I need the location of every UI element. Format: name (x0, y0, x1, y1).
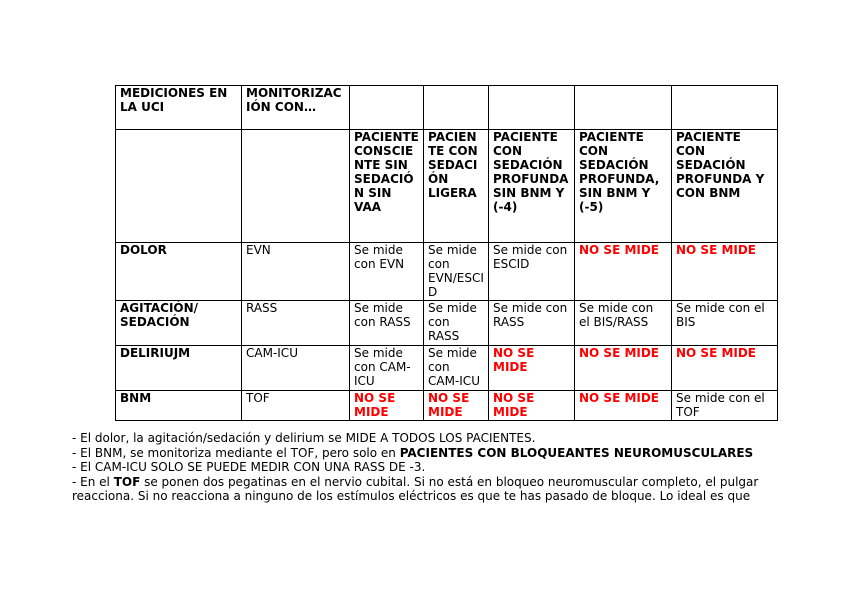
header-empty-cell (672, 86, 778, 130)
note-line: reacciona. Si no reacciona a ninguno de los estímulos eléctricos es que te has pasado de bloque. Lo ideal es que (72, 489, 751, 503)
row-tool: TOF (242, 391, 350, 421)
row-tool: RASS (242, 301, 350, 346)
header-sedacion-profunda-bnm: PACIENTE CON SEDACIÓN PROFUNDA Y CON BNM (672, 130, 778, 243)
header-monitorizacion: MONITORIZACIÓN CON… (242, 86, 350, 130)
header-sedacion-profunda-4: PACIENTE CON SEDACIÓN PROFUNDA SIN BNM Y (-4) (489, 130, 575, 243)
header-sedacion-profunda-5: PACIENTE CON SEDACIÓN PROFUNDA, SIN BNM Y (-5) (575, 130, 672, 243)
row-label: DOLOR (116, 243, 242, 301)
note-emphasis: PACIENTES CON BLOQUEANTES NEUROMUSCULARES (399, 445, 754, 460)
row-label: BNM (116, 391, 242, 421)
table-row (116, 346, 778, 391)
table-cell-alert: NO SE MIDE (575, 391, 672, 421)
header-empty-cell (242, 130, 350, 243)
note-text: - El BNM, se monitoriza mediante el TOF, pero solo en (72, 445, 400, 460)
note-line: - El dolor, la agitación/sedación y delirium se MIDE A TODOS LOS PACIENTES. (72, 431, 536, 445)
table-cell: Se mide con CAM-ICU (424, 346, 489, 391)
header-sedacion-ligera: PACIENTE CON SEDACIÓN LIGERA (424, 130, 489, 243)
measurement-table (115, 85, 778, 421)
row-tool: CAM-ICU (242, 346, 350, 391)
note-text: se ponen dos pegatinas en el nervio cubital. Si no está en bloqueo neuromuscular completo, el pulgar (140, 474, 759, 489)
header-mediciones: MEDICIONES EN LA UCI (116, 86, 242, 130)
table-row (116, 391, 778, 421)
table-cell: Se mide con ESCID (489, 243, 575, 301)
note-line: - El CAM-ICU SOLO SE PUEDE MEDIR CON UNA RASS DE -3. (72, 460, 426, 474)
note-text: - En el (72, 474, 114, 489)
table-cell-alert: NO SE MIDE (575, 243, 672, 301)
table-cell-alert: NO SE MIDE (424, 391, 489, 421)
header-empty-cell (350, 86, 424, 130)
notes-block (72, 431, 842, 504)
table-cell-alert: NO SE MIDE (489, 346, 575, 391)
row-tool: EVN (242, 243, 350, 301)
table-cell: Se mide con EVN/ESCID (424, 243, 489, 301)
table-cell: Se mide con el BIS/RASS (575, 301, 672, 346)
note-line (72, 475, 842, 490)
header-empty-cell (116, 130, 242, 243)
table-cell-alert: NO SE MIDE (350, 391, 424, 421)
table-cell: Se mide con RASS (489, 301, 575, 346)
note-emphasis: TOF (113, 474, 141, 489)
note-line (72, 446, 842, 461)
row-label: DELIRIUJM (116, 346, 242, 391)
table-cell-alert: NO SE MIDE (672, 346, 778, 391)
table-cell: Se mide con el TOF (672, 391, 778, 421)
header-row-2 (116, 130, 778, 243)
table-cell-alert: NO SE MIDE (489, 391, 575, 421)
table-cell-alert: NO SE MIDE (672, 243, 778, 301)
table-cell: Se mide con RASS (424, 301, 489, 346)
table-row (116, 243, 778, 301)
header-row-1 (116, 86, 778, 130)
table-cell: Se mide con CAM-ICU (350, 346, 424, 391)
header-empty-cell (489, 86, 575, 130)
row-label: AGITACIÓN/ SEDACIÓN (116, 301, 242, 346)
table-cell: Se mide con el BIS (672, 301, 778, 346)
table-cell: Se mide con RASS (350, 301, 424, 346)
table-cell: Se mide con EVN (350, 243, 424, 301)
header-consciente: PACIENTE CONSCIENTE SIN SEDACIÓN SIN VAA (350, 130, 424, 243)
header-empty-cell (575, 86, 672, 130)
header-empty-cell (424, 86, 489, 130)
table-cell-alert: NO SE MIDE (575, 346, 672, 391)
table-row (116, 301, 778, 346)
